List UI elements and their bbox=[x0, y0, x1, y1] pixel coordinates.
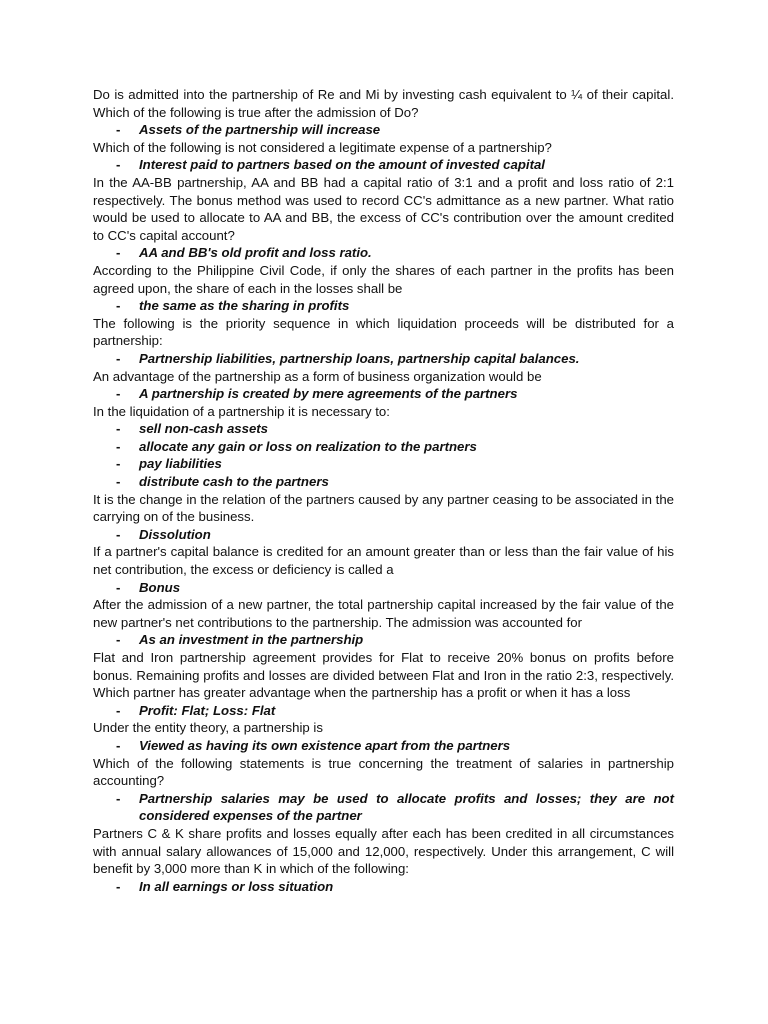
question-text: An advantage of the partnership as a form of business organization would be bbox=[93, 368, 542, 384]
question-text: In the AA-BB partnership, AA and BB had a capital ratio of 3:1 and a profit and loss ratio of 2:1 respectively. The bonus method was used to record CC's admittance as a new partner. What ratio would be used to allocate to AA and BB, the excess of CC's contribution over the amount credited to CC's capital account? bbox=[93, 174, 674, 243]
qa-item bbox=[93, 262, 674, 315]
answer-item bbox=[93, 350, 674, 368]
answer-item bbox=[93, 297, 674, 315]
bullet-dash: - bbox=[116, 438, 121, 454]
answer-list bbox=[93, 631, 674, 649]
answer-item bbox=[93, 473, 674, 491]
answer-text: Assets of the partnership will increase bbox=[139, 122, 381, 138]
bullet-dash: - bbox=[116, 122, 121, 138]
document-page bbox=[93, 86, 674, 895]
qa-item bbox=[93, 139, 674, 174]
qa-item bbox=[93, 755, 674, 825]
bullet-dash: - bbox=[116, 421, 121, 437]
qa-item bbox=[93, 491, 674, 544]
answer-item bbox=[93, 455, 674, 473]
answer-text: distribute cash to the partners bbox=[139, 474, 329, 490]
question-text: If a partner's capital balance is credited for an amount greater than or less than the fair value of his net contribution, the excess or deficiency is called a bbox=[93, 544, 674, 578]
answer-item bbox=[93, 878, 674, 896]
answer-text: A partnership is created by mere agreements of the partners bbox=[139, 386, 518, 402]
bullet-dash: - bbox=[116, 245, 121, 261]
answer-list bbox=[93, 297, 674, 315]
answer-item bbox=[93, 156, 674, 174]
qa-item bbox=[93, 719, 674, 754]
answer-item bbox=[93, 121, 674, 139]
bullet-dash: - bbox=[116, 157, 121, 173]
answer-item bbox=[93, 526, 674, 544]
answer-text: the same as the sharing in profits bbox=[139, 298, 350, 314]
question-text: The following is the priority sequence in which liquidation proceeds will be distributed for a partnership: bbox=[93, 315, 674, 349]
bullet-dash: - bbox=[116, 737, 121, 753]
question-text: After the admission of a new partner, the total partnership capital increased by the fair value of the new partner's net contributions to the partnership. The admission was accounted for bbox=[93, 597, 674, 630]
question-text: According to the Philippine Civil Code, if only the shares of each partner in the profits has been agreed upon, the share of each in the losses shall be bbox=[93, 262, 674, 296]
answer-item bbox=[93, 579, 674, 597]
answer-text: pay liabilities bbox=[139, 456, 222, 472]
bullet-dash: - bbox=[116, 579, 121, 595]
answer-list bbox=[93, 244, 674, 262]
qa-item bbox=[93, 368, 674, 403]
answer-item bbox=[93, 420, 674, 438]
qa-item bbox=[93, 649, 674, 719]
bullet-dash: - bbox=[116, 386, 121, 402]
bullet-dash: - bbox=[116, 790, 121, 806]
question-text: In the liquidation of a partnership it is necessary to: bbox=[93, 403, 390, 419]
qa-item bbox=[93, 596, 674, 649]
answer-list bbox=[93, 526, 674, 544]
answer-item bbox=[93, 244, 674, 262]
answer-list bbox=[93, 737, 674, 755]
answer-list bbox=[93, 579, 674, 597]
answer-item bbox=[93, 737, 674, 755]
answer-list bbox=[93, 878, 674, 896]
answer-item bbox=[93, 702, 674, 720]
qa-item bbox=[93, 86, 674, 139]
answer-text: Interest paid to partners based on the amount of invested capital bbox=[139, 157, 545, 173]
question-text: Under the entity theory, a partnership is bbox=[93, 720, 323, 736]
answer-text: Profit: Flat; Loss: Flat bbox=[139, 702, 276, 718]
bullet-dash: - bbox=[116, 878, 121, 894]
question-text: Which of the following is not considered a legitimate expense of a partnership? bbox=[93, 139, 552, 155]
qa-item bbox=[93, 403, 674, 491]
answer-text: sell non-cash assets bbox=[139, 421, 269, 437]
bullet-dash: - bbox=[116, 526, 121, 542]
bullet-dash: - bbox=[116, 702, 121, 718]
question-text: It is the change in the relation of the partners caused by any partner ceasing to be associated in the carrying on of the business. bbox=[93, 491, 674, 525]
answer-text: In all earnings or loss situation bbox=[139, 878, 334, 894]
answer-text: As an investment in the partnership bbox=[139, 632, 364, 648]
answer-text: Viewed as having its own existence apart from the partners bbox=[139, 737, 511, 753]
qa-item bbox=[93, 825, 674, 895]
answer-text: Partnership salaries may be used to allocate profits and losses; they are not considered expenses of the partner bbox=[139, 790, 674, 824]
bullet-dash: - bbox=[116, 474, 121, 490]
answer-list bbox=[93, 420, 674, 490]
answer-item bbox=[93, 438, 674, 456]
answer-list bbox=[93, 156, 674, 174]
answer-list bbox=[93, 385, 674, 403]
answer-item bbox=[93, 631, 674, 649]
bullet-dash: - bbox=[116, 632, 121, 648]
question-text: Partners C & K share profits and losses equally after each has been credited in all circumstances with annual salary allowances of 15,000 and 12,000, respectively. Under this arrangement, C will benefit by 3,000 more than K in which of the following: bbox=[93, 825, 674, 877]
answer-text: Partnership liabilities, partnership loans, partnership capital balances. bbox=[139, 350, 580, 366]
answer-list bbox=[93, 350, 674, 368]
answer-list bbox=[93, 121, 674, 139]
bullet-dash: - bbox=[116, 456, 121, 472]
question-text: Flat and Iron partnership agreement provides for Flat to receive 20% bonus on profits before bonus. Remaining profits and losses are divided between Flat and Iron in the ratio 2:3, respectively. Which partner has greater advantage when the partnership has a profit or when it has a loss bbox=[93, 650, 674, 701]
question-text: Which of the following statements is true concerning the treatment of salaries in partnership accounting? bbox=[93, 755, 674, 789]
answer-list bbox=[93, 790, 674, 825]
answer-text: Dissolution bbox=[139, 526, 211, 542]
answer-text: AA and BB's old profit and loss ratio. bbox=[139, 245, 372, 261]
question-text: Do is admitted into the partnership of Re and Mi by investing cash equivalent to ¼ of their capital. Which of the following is true after the admission of Do? bbox=[93, 87, 674, 120]
qa-item bbox=[93, 315, 674, 368]
qa-item bbox=[93, 174, 674, 262]
answer-item bbox=[93, 790, 674, 825]
bullet-dash: - bbox=[116, 350, 121, 366]
qa-item bbox=[93, 543, 674, 596]
answer-item bbox=[93, 385, 674, 403]
answer-text: Bonus bbox=[139, 579, 181, 595]
answer-list bbox=[93, 702, 674, 720]
answer-text: allocate any gain or loss on realization to the partners bbox=[139, 438, 477, 454]
bullet-dash: - bbox=[116, 298, 121, 314]
